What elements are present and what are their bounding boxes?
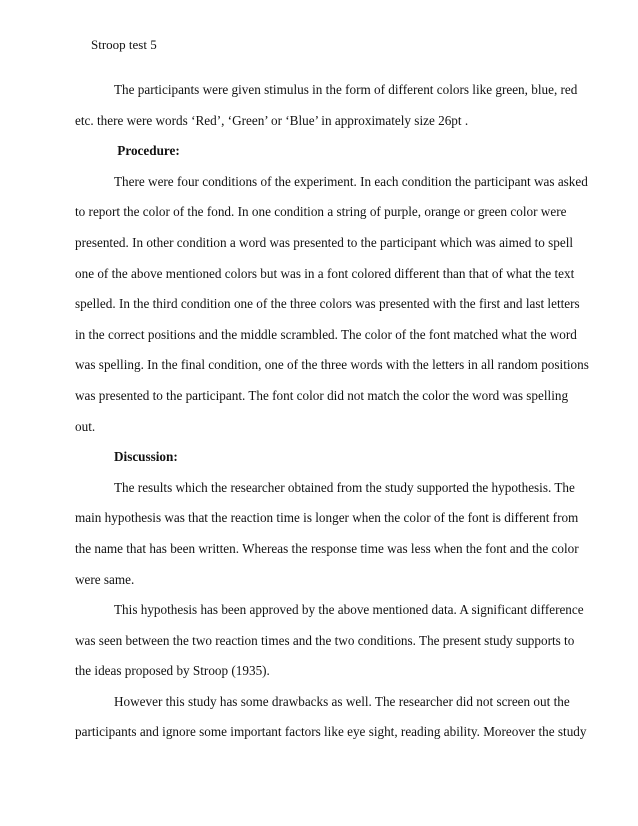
discussion-paragraph-1 bbox=[75, 473, 579, 595]
text-line: were same. bbox=[75, 571, 135, 587]
text-line: was spelling. In the final condition, one of the three words with the letters in all random positions bbox=[75, 357, 589, 373]
text-line: The results which the researcher obtained from the study supported the hypothesis. The bbox=[114, 479, 575, 495]
text-line: However this study has some drawbacks as well. The researcher did not screen out the bbox=[114, 693, 570, 709]
text-line: was seen between the two reaction times and the two conditions. The present study supports to bbox=[75, 632, 575, 648]
text-line: in the correct positions and the middle scrambled. The color of the font matched what the word bbox=[75, 326, 577, 342]
text-line: to report the color of the fond. In one condition a string of purple, orange or green color were bbox=[75, 204, 567, 220]
text-line: the name that has been written. Whereas the response time was less when the font and the color bbox=[75, 540, 579, 556]
text-line: The participants were given stimulus in the form of different colors like green, blue, red bbox=[114, 82, 578, 97]
running-head: Stroop test 5 bbox=[91, 37, 157, 52]
text-line: This hypothesis has been approved by the above mentioned data. A significant difference bbox=[114, 602, 584, 618]
text-line: presented. In other condition a word was presented to the participant which was aimed to spell bbox=[75, 234, 574, 250]
text-line: main hypothesis was that the reaction time is longer when the color of the font is different from bbox=[75, 510, 579, 526]
text-line: spelled. In the third condition one of the three colors was presented with the first and last letters bbox=[75, 296, 580, 312]
text-line: was presented to the participant. The font color did not match the color the word was spelling bbox=[75, 387, 569, 403]
discussion-paragraph-3 bbox=[75, 687, 587, 748]
procedure-heading: Procedure: bbox=[114, 143, 180, 159]
discussion-paragraph-2 bbox=[75, 595, 584, 687]
text-line: one of the above mentioned colors but was in a font colored different than that of what the text bbox=[75, 265, 575, 281]
text-line: There were four conditions of the experiment. In each condition the participant was asked bbox=[114, 173, 588, 189]
document-body bbox=[75, 75, 589, 748]
text-line: etc. there were words ‘Red’, ‘Green’ or ‘Blue’ in approximately size 26pt . bbox=[75, 112, 469, 128]
text-line: participants and ignore some important factors like eye sight, reading ability. Moreover the study bbox=[75, 724, 587, 740]
procedure-paragraph bbox=[75, 167, 589, 442]
discussion-heading: Discussion: bbox=[114, 449, 178, 465]
text-line: out. bbox=[75, 418, 96, 434]
text-line: the ideas proposed by Stroop (1935). bbox=[75, 663, 270, 679]
intro-paragraph bbox=[75, 75, 578, 136]
